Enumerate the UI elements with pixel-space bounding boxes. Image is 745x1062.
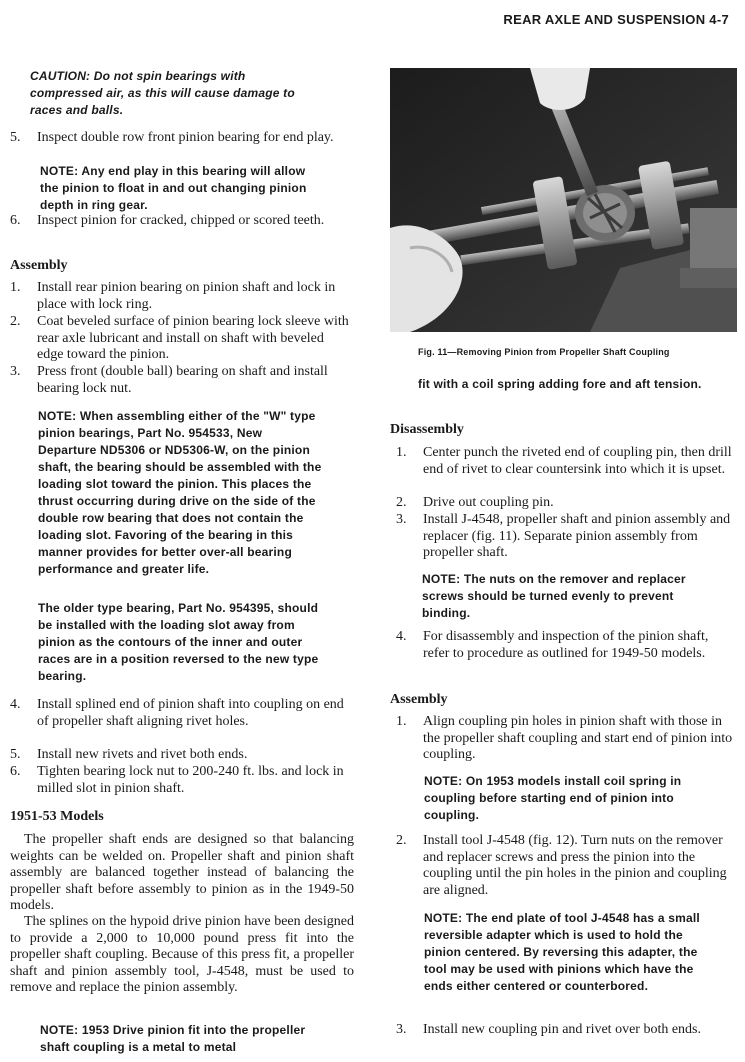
end-play-note: NOTE: Any end play in this bearing will allow the pinion to float in and out changing pinion depth in ring gear. [40,164,307,212]
item-number: 1. [396,714,407,729]
coil-spring-note-continued: fit with a coil spring adding fore and aft tension. [418,377,702,391]
list-item [396,445,736,478]
page-header: REAR AXLE AND SUSPENSION 4-7 [503,12,729,27]
list-item [10,130,352,147]
disassembly-heading: Disassembly [390,422,464,437]
item-number: 2. [396,833,407,848]
item-text: Drive out coupling pin. [423,495,554,510]
list-item [396,714,736,764]
list-item [396,833,736,899]
item-text: Install new coupling pin and rivet over both ends. [423,1022,701,1037]
paragraph: The splines on the hypoid drive pinion have been designed to provide a 2,000 to 10,000 pound press fit into the propeller shaft coupling. Because of this press fit, a propeller shaft and pinion assembly tool, J-4548, must be used to remove and replace the pinion assembly. [10,914,354,995]
item-number: 4. [10,697,21,712]
coil-spring-note: NOTE: On 1953 models install coil spring in coupling before starting end of pinion into coupling. [424,774,682,822]
item-text: Inspect double row front pinion bearing for end play. [37,130,334,145]
item-number: 5. [10,747,21,762]
w-type-bearing-note: NOTE: When assembling either of the "W" type pinion bearings, Part No. 954533, New Departure ND5306 or ND5306-W, on the pinion shaft, the bearing should be assembled with the loading slot toward the pinion. This places the thrust occurring during drive on the side of the double row bearing that does not contain the loading slot. Favoring of the bearing in this manner provides for better over-all bearing performance and greater life. [38,409,322,576]
item-number: 1. [10,280,21,295]
list-item [10,314,352,364]
item-text: Install rear pinion bearing on pinion shaft and lock in place with lock ring. [37,280,336,312]
older-bearing-note: The older type bearing, Part No. 954395, should be installed with the loading slot away from pinion as the contours of the inner and outer races are in a position reversed to the new type bearing. [38,601,319,683]
list-item [10,747,352,764]
item-text: Install splined end of pinion shaft into coupling on end of propeller shaft aligning rivet holes. [37,697,344,729]
item-text: Align coupling pin holes in pinion shaft with those in the propeller shaft coupling and start end of pinion into coupling. [423,714,733,762]
figure-11-photo [390,68,737,332]
list-item [396,512,736,562]
item-text: Install tool J-4548 (fig. 12). Turn nuts on the remover and replacer screws and press the pinion into the coupling until the pin holes in the pinion and coupling are aligned. [423,833,727,898]
item-text: Coat beveled surface of pinion bearing lock sleeve with rear axle lubricant and install on shaft with beveled edge toward the pinion. [37,314,349,362]
pinion-removal-illustration [390,68,737,332]
item-number: 4. [396,629,407,644]
item-text: Center punch the riveted end of coupling pin, then drill end of rivet to clear countersink into which it is upset. [423,445,732,477]
assembly-heading-right: Assembly [390,692,448,707]
list-item [10,764,352,797]
item-text: Install new rivets and rivet both ends. [37,747,248,762]
list-item [10,364,352,397]
list-item [10,697,352,730]
item-number: 3. [10,364,21,379]
item-text: Inspect pinion for cracked, chipped or scored teeth. [37,213,325,228]
item-text: Press front (double ball) bearing on shaft and install bearing lock nut. [37,364,328,396]
item-text: For disassembly and inspection of the pinion shaft, refer to procedure as outlined for 1949-50 models. [423,629,709,661]
item-number: 5. [10,130,21,145]
item-number: 6. [10,213,21,228]
list-item [396,629,736,662]
figure-caption: Fig. 11—Removing Pinion from Propeller Shaft Coupling [418,347,670,357]
list-item [10,280,352,313]
assembly-heading: Assembly [10,258,68,273]
item-number: 2. [10,314,21,329]
list-item [396,1022,736,1039]
list-item [396,495,736,512]
item-text: Install J-4548, propeller shaft and pinion assembly and replacer (fig. 11). Separate pinion assembly from propeller shaft. [423,512,731,560]
item-text: Tighten bearing lock nut to 200-240 ft. lbs. and lock in milled slot in pinion shaft. [37,764,344,796]
item-number: 2. [396,495,407,510]
item-number: 3. [396,1022,407,1037]
item-number: 6. [10,764,21,779]
remover-nuts-note: NOTE: The nuts on the remover and replacer screws should be turned evenly to prevent binding. [422,572,686,620]
caution-note: CAUTION: Do not spin bearings with compressed air, as this will cause damage to races and balls. [30,69,295,117]
press-fit-note: NOTE: 1953 Drive pinion fit into the propeller shaft coupling is a metal to metal [40,1023,306,1054]
item-number: 1. [396,445,407,460]
item-number: 3. [396,512,407,527]
end-plate-note: NOTE: The end plate of tool J-4548 has a small reversible adapter which is used to hold the pinion centered. By reversing this adapter, the tool may be used with pinions which have the ends either centered or counterbored. [424,911,700,993]
paragraph: The propeller shaft ends are designed so that balancing weights can be welded on. Propeller shaft and pinion shaft assembly are balanced together instead of balancing the propeller shaft before assembly to pinion as in the 1949-50 models. [10,832,354,913]
models-heading: 1951-53 Models [10,809,104,824]
list-item [10,213,352,230]
